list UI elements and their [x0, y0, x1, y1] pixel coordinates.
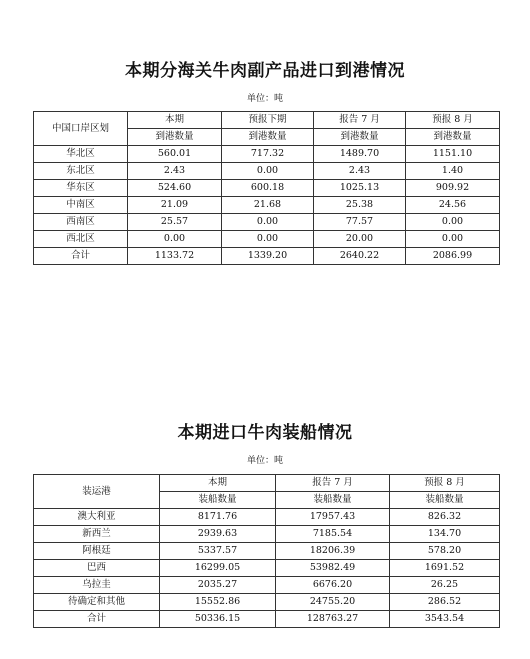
table-row	[34, 594, 500, 611]
cell-value: 16299.05	[160, 560, 276, 577]
cell-value: 600.18	[222, 180, 314, 197]
cell-value: 1025.13	[314, 180, 406, 197]
row-label: 新西兰	[34, 526, 160, 543]
cell-value: 826.32	[390, 509, 500, 526]
port-header: 装运港	[34, 475, 160, 509]
row-label: 东北区	[34, 163, 128, 180]
cell-value: 24755.20	[276, 594, 390, 611]
shipment-rows	[34, 509, 500, 628]
arrival-rows	[34, 146, 500, 265]
cell-value: 24.56	[406, 197, 500, 214]
arrival-table	[33, 111, 500, 265]
row-label: 中南区	[34, 197, 128, 214]
cell-value: 0.00	[222, 231, 314, 248]
cell-value: 578.20	[390, 543, 500, 560]
cell-value: 128763.27	[276, 611, 390, 628]
table-row	[34, 560, 500, 577]
cell-value: 524.60	[128, 180, 222, 197]
shipment-table	[33, 474, 500, 628]
cell-value: 17957.43	[276, 509, 390, 526]
table-row	[34, 197, 500, 214]
cell-value: 286.52	[390, 594, 500, 611]
sub-header: 装船数量	[276, 492, 390, 509]
col-header: 预报 8 月	[390, 475, 500, 492]
cell-value: 15552.86	[160, 594, 276, 611]
row-label: 华东区	[34, 180, 128, 197]
cell-value: 0.00	[128, 231, 222, 248]
cell-value: 0.00	[406, 214, 500, 231]
row-label: 华北区	[34, 146, 128, 163]
cell-value: 560.01	[128, 146, 222, 163]
row-label: 西南区	[34, 214, 128, 231]
cell-value: 2939.63	[160, 526, 276, 543]
row-label: 待确定和其他	[34, 594, 160, 611]
cell-value: 717.32	[222, 146, 314, 163]
table-row	[34, 180, 500, 197]
col-header: 本期	[128, 112, 222, 129]
table-row	[34, 611, 500, 628]
cell-value: 134.70	[390, 526, 500, 543]
col-header: 预报下期	[222, 112, 314, 129]
table-row	[34, 163, 500, 180]
cell-value: 1691.52	[390, 560, 500, 577]
cell-value: 2640.22	[314, 248, 406, 265]
cell-value: 5337.57	[160, 543, 276, 560]
row-label: 巴西	[34, 560, 160, 577]
row-label: 西北区	[34, 231, 128, 248]
table-row	[34, 543, 500, 560]
table-row	[34, 248, 500, 265]
cell-value: 0.00	[406, 231, 500, 248]
section2-unit: 单位：吨	[246, 456, 283, 466]
cell-value: 3543.54	[390, 611, 500, 628]
row-label: 澳大利亚	[34, 509, 160, 526]
section1-unit: 单位：吨	[246, 94, 283, 104]
table-row	[34, 214, 500, 231]
cell-value: 1133.72	[128, 248, 222, 265]
table-row	[34, 146, 500, 163]
table-row	[34, 231, 500, 248]
cell-value: 20.00	[314, 231, 406, 248]
cell-value: 909.92	[406, 180, 500, 197]
section2-title: 本期进口牛肉装船情况	[177, 423, 353, 443]
cell-value: 2035.27	[160, 577, 276, 594]
cell-value: 1151.10	[406, 146, 500, 163]
cell-value: 1489.70	[314, 146, 406, 163]
cell-value: 0.00	[222, 214, 314, 231]
cell-value: 53982.49	[276, 560, 390, 577]
cell-value: 6676.20	[276, 577, 390, 594]
sub-header: 到港数量	[314, 129, 406, 146]
table-header-row	[34, 112, 500, 129]
table-row	[34, 526, 500, 543]
cell-value: 50336.15	[160, 611, 276, 628]
col-header: 预报 8 月	[406, 112, 500, 129]
cell-value: 25.38	[314, 197, 406, 214]
sub-header: 装船数量	[160, 492, 276, 509]
cell-value: 21.09	[128, 197, 222, 214]
cell-value: 1339.20	[222, 248, 314, 265]
row-label: 乌拉圭	[34, 577, 160, 594]
table-row	[34, 509, 500, 526]
cell-value: 77.57	[314, 214, 406, 231]
cell-value: 1.40	[406, 163, 500, 180]
table-header-row	[34, 475, 500, 492]
cell-value: 7185.54	[276, 526, 390, 543]
cell-value: 26.25	[390, 577, 500, 594]
sub-header: 到港数量	[406, 129, 500, 146]
cell-value: 21.68	[222, 197, 314, 214]
cell-value: 2086.99	[406, 248, 500, 265]
cell-value: 0.00	[222, 163, 314, 180]
sub-header: 到港数量	[222, 129, 314, 146]
region-header: 中国口岸区划	[34, 112, 128, 146]
col-header: 本期	[160, 475, 276, 492]
row-label: 阿根廷	[34, 543, 160, 560]
col-header: 报告 7 月	[276, 475, 390, 492]
cell-value: 2.43	[128, 163, 222, 180]
sub-header: 到港数量	[128, 129, 222, 146]
cell-value: 2.43	[314, 163, 406, 180]
cell-value: 18206.39	[276, 543, 390, 560]
row-label: 合计	[34, 248, 128, 265]
row-label: 合计	[34, 611, 160, 628]
cell-value: 25.57	[128, 214, 222, 231]
sub-header: 装船数量	[390, 492, 500, 509]
col-header: 报告 7 月	[314, 112, 406, 129]
cell-value: 8171.76	[160, 509, 276, 526]
table-row	[34, 577, 500, 594]
section1-title: 本期分海关牛肉副产品进口到港情况	[125, 61, 405, 81]
